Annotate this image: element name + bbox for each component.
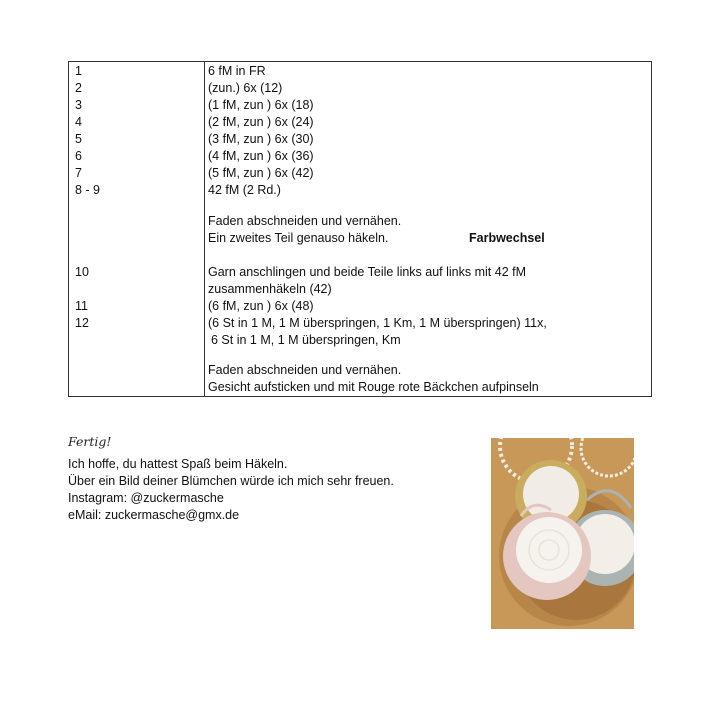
round-instruction-continued: 6 St in 1 M, 1 M überspringen, Km — [211, 333, 401, 347]
round-number: 7 — [75, 166, 82, 180]
final-note-face: Gesicht aufsticken und mit Rouge rote Bäckchen aufpinseln — [208, 380, 539, 394]
pattern-table — [68, 61, 652, 397]
instagram-handle: Instagram: @zuckermasche — [68, 491, 224, 505]
note-second-part: Ein zweites Teil genauso häkeln. — [208, 231, 389, 245]
round-number: 6 — [75, 149, 82, 163]
round-number: 1 — [75, 64, 82, 78]
closing-line: Über ein Bild deiner Blümchen würde ich mich sehr freuen. — [68, 474, 394, 488]
round-instruction: Garn anschlingen und beide Teile links auf links mit 42 fM — [208, 265, 526, 279]
final-note-cut-thread: Faden abschneiden und vernähen. — [208, 363, 402, 377]
round-number: 5 — [75, 132, 82, 146]
round-number: 4 — [75, 115, 82, 129]
round-number: 3 — [75, 98, 82, 112]
round-instruction: 6 fM in FR — [208, 64, 266, 78]
round-instruction: (6 fM, zun ) 6x (48) — [208, 299, 314, 313]
round-instruction: (4 fM, zun ) 6x (36) — [208, 149, 314, 163]
round-number: 11 — [75, 299, 88, 313]
closing-line: Ich hoffe, du hattest Spaß beim Häkeln. — [68, 457, 288, 471]
round-instruction: (6 St in 1 M, 1 M überspringen, 1 Km, 1 M überspringen) 11x, — [208, 316, 547, 330]
round-number: 2 — [75, 81, 82, 95]
round-number: 8 - 9 — [75, 183, 101, 197]
round-instruction: 42 fM (2 Rd.) — [208, 183, 281, 197]
round-instruction: (2 fM, zun ) 6x (24) — [208, 115, 314, 129]
crochet-flowers-photo — [491, 438, 634, 629]
column-divider — [204, 62, 205, 396]
round-instruction: (5 fM, zun ) 6x (42) — [208, 166, 314, 180]
round-number: 10 — [75, 265, 89, 279]
round-instruction: (1 fM, zun ) 6x (18) — [208, 98, 314, 112]
note-cut-thread: Faden abschneiden und vernähen. — [208, 214, 402, 228]
round-number: 12 — [75, 316, 89, 330]
closing-heading: Fertig! — [68, 434, 112, 449]
round-instruction: (3 fM, zun ) 6x (30) — [208, 132, 314, 146]
pink-flower-center — [516, 517, 582, 583]
color-change-label: Farbwechsel — [469, 231, 545, 245]
round-instruction-continued: zusammenhäkeln (42) — [208, 282, 332, 296]
email-address: eMail: zuckermasche@gmx.de — [68, 508, 240, 522]
round-instruction: (zun.) 6x (12) — [208, 81, 283, 95]
